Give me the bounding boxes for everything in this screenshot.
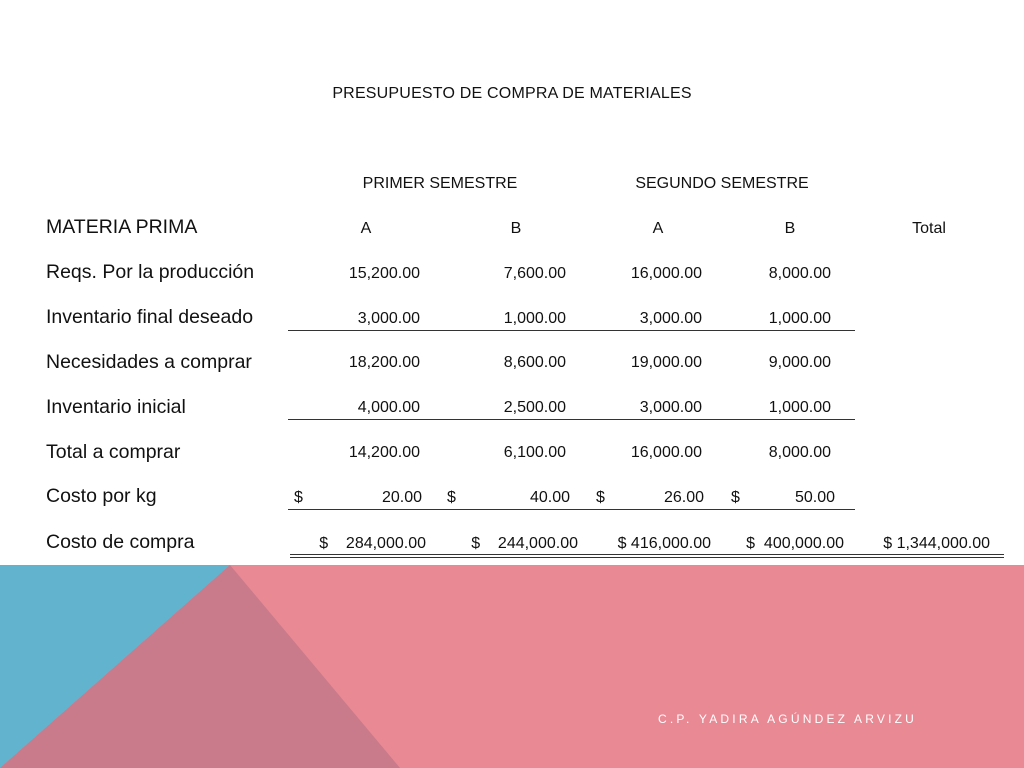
header-primer-semestre: PRIMER SEMESTRE [362,175,518,192]
table-cell: 14,200.00 [348,444,420,461]
footer-author: C.P. YADIRA AGÚNDEZ ARVIZU [658,712,918,726]
table-cell: $ 416,000.00 [617,535,711,552]
row-label-necesidades: Necesidades a comprar [46,351,252,373]
row-label-costo-por-kg: Costo por kg [46,485,157,507]
table-cell: 15,200.00 [348,265,420,282]
table-cell: 6,100.00 [503,444,566,461]
col-header-a1: A [360,220,372,237]
row-label-total-a-comprar: Total a comprar [46,441,181,463]
table-cell: 1,000.00 [503,310,566,327]
table-cell: 8,000.00 [768,444,831,461]
col-header-b1: B [510,220,522,237]
grand-total-cell: $ 1,344,000.00 [883,535,990,552]
row-label-costo-de-compra: Costo de compra [46,531,195,553]
table-cell: 40.00 [529,489,570,506]
table-cell: 4,000.00 [357,399,420,416]
row-label-inventario-inicial: Inventario inicial [46,396,186,418]
table-cell: $ 400,000.00 [746,535,844,552]
subtotal-underline [288,509,855,510]
table-cell: 9,000.00 [768,354,831,371]
table-cell: 3,000.00 [639,310,702,327]
subtotal-underline [288,330,855,331]
col-header-b2: B [784,220,796,237]
table-cell: 8,000.00 [768,265,831,282]
table-cell: 18,200.00 [348,354,420,371]
table-cell: 3,000.00 [357,310,420,327]
table-cell: 1,000.00 [768,399,831,416]
col-header-total: Total [912,220,946,237]
table-cell: 2,500.00 [503,399,566,416]
table-cell: 19,000.00 [630,354,702,371]
table-cell: 16,000.00 [630,444,702,461]
currency-symbol: $ [731,489,740,506]
currency-symbol: $ [294,489,303,506]
table-cell: $ 284,000.00 [319,535,426,552]
table-cell: 26.00 [663,489,704,506]
table-cell: 8,600.00 [503,354,566,371]
table-cell: 3,000.00 [639,399,702,416]
materia-prima-label: MATERIA PRIMA [46,216,198,238]
table-cell: 20.00 [381,489,422,506]
table-cell: 7,600.00 [503,265,566,282]
table-cell: $ 244,000.00 [471,535,578,552]
col-header-a2: A [652,220,664,237]
row-label-reqs-produccion: Reqs. Por la producción [46,261,255,283]
subtotal-underline [288,419,855,420]
row-label-inventario-final: Inventario final deseado [46,306,254,328]
page-title: PRESUPUESTO DE COMPRA DE MATERIALES [332,85,692,102]
double-underline-bottom [290,557,1004,558]
header-segundo-semestre: SEGUNDO SEMESTRE [635,175,809,192]
currency-symbol: $ [596,489,605,506]
table-cell: 50.00 [794,489,835,506]
currency-symbol: $ [447,489,456,506]
table-cell: 16,000.00 [630,265,702,282]
double-underline-top [290,554,1004,555]
table-cell: 1,000.00 [768,310,831,327]
